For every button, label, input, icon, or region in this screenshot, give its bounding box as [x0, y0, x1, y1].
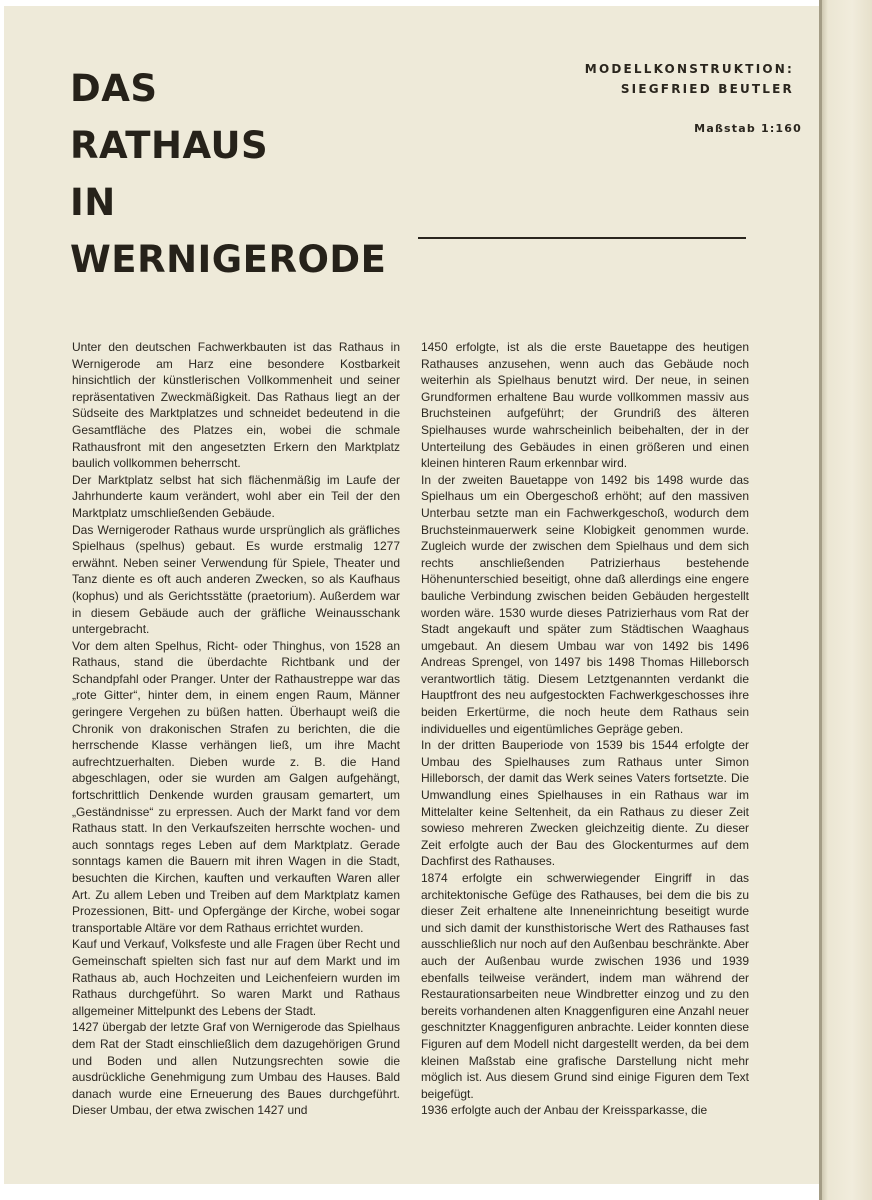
- scale-note: Maßstab 1:160: [694, 122, 802, 135]
- paragraph: Kauf und Verkauf, Volksfeste und alle Fragen über Recht und Gemeinschaft spielten sich fast nur auf dem Markt und im Rathaus ab, auch Hochzeiten und Leichenfeiern wurden im Rathaus durchgeführt. So waren Markt und Rathaus allgemeiner Mittelpunkt des Lebens der Stadt.: [72, 937, 400, 1018]
- paragraph: 1450 erfolgte, ist als die erste Bauetappe des heutigen Rathauses anzusehen, wenn auch das Gebäude noch weiterhin als Spielhaus benutzt wird. Der neue, in seinen Grundformen erhaltene Bau wurde vollkommen massiv aus Bruchsteinen aufgeführt; der Grundriß des älteren Spielhauses wurde wahrscheinlich beibehalten, der in der Unterteilung des Gebäudes in einen größeren und einen kleinen hinteren Raum erkennbar wird.: [421, 340, 749, 471]
- paragraph: 1936 erfolgte auch der Anbau der Kreissparkasse, die: [421, 1103, 708, 1118]
- credit-name: SIEGFRIED BEUTLER: [620, 82, 794, 96]
- paragraph: 1874 erfolgte ein schwerwiegender Eingriff in das architektonische Gefüge des Rathauses, bei dem die bis zu dieser Zeit erhaltene alte Inneneinrichtung beseitigt wurde und sich damit der kunsthistorische Wert des Rathauses fast ausschließlich nur noch auf den Außenbau beschränkte. Aber auch der Außenbau wurde zwischen 1936 und 1939 ebenfalls teilweise verändert, indem man während der Restaurationsarbeiten neue Windbretter einzog und zu den bereits vorhandenen alten Knaggenfiguren eine Anzahl neuer geschnitzter Knaggenfiguren anbrachte. Leider konnten diese Figuren auf dem Modell nicht dargestellt werden, da bei dem kleinen Maßstab eine grafische Darstellung nicht mehr möglich ist. Aus diesem Grund sind einige Figuren dem Text beigefügt.: [421, 871, 749, 1101]
- paragraph: 1427 übergab der letzte Graf von Wernigerode das Spielhaus dem Rat der Stadt einschließlich dem dazugehörigen Grund und Boden und allen Nutzungsrechten sowie die ausdrückliche Genehmigung zum Umbau des Hauses. Bald danach wurde eine Erneuerung des Baues durchgeführt. Dieser Umbau, der etwa zwischen 1427 und: [72, 1020, 400, 1118]
- adjacent-page-edge: [822, 0, 872, 1200]
- title-line: DAS: [70, 67, 158, 110]
- right-text-column: [421, 339, 749, 1119]
- title-line: RATHAUS: [70, 124, 269, 167]
- title-line: IN: [70, 181, 116, 224]
- paragraph: Vor dem alten Spelhus, Richt- oder Thinghus, von 1528 an Rathaus, stand die überdachte Richtbank und der Schandpfahl oder Pranger. Unter der Rathaustreppe war das „rote Gitter“, hinter dem, in einem engen Raum, Männer geringere Vergehen zu büßen hatten. Überhaupt weiß die Chronik von drakonischen Strafen zu berichten, die die herrschende Klasse verhängen ließ, um ihre Macht aufrechtzuerhalten. Dieben wurde z. B. die Hand abgeschlagen, oder sie wurden am Galgen aufgehängt, fortschrittlich Denkende wurden grausam gemartert, um „Geständnisse“ zu erpressen. Auch der Markt fand vor dem Rathaus statt. In den Verkaufszeiten herrschte wochen- und auch sonntags reges Leben auf dem Marktplatz. Gerade sonntags kamen die Bauern mit ihren Wagen in die Stadt, besuchten die Kirchen, kauften und verkauften Waren aller Art. Zu allem Leben und Treiben auf dem Marktplatz kamen Prozessionen, Bitt- und Opfergänge der Kirche, wobei sogar transportable Altäre vor dem Rathaus errichtet wurden.: [72, 638, 400, 935]
- title-line: WERNIGERODE: [70, 238, 387, 281]
- paragraph: In der dritten Bauperiode von 1539 bis 1544 erfolgte der Umbau des Spielhauses zum Rathaus unter Simon Hilleborsch, der damit das Werk seines Vaters fortsetzte. Die Umwandlung eines Spielhauses in ein Rathaus war im Mittelalter keine Seltenheit, da ein Rathaus zu dieser Zeit sowieso mehreren Zwecken gleichzeitig diente. Zu dieser Zeit erfolgte auch der Bau des Glockenturmes auf dem Dachfirst des Rathauses.: [421, 738, 749, 869]
- paragraph: Das Wernigeroder Rathaus wurde ursprünglich als gräfliches Spielhaus (spelhus) gebaut. Es wurde erstmalig 1277 erwähnt. Neben seiner Verwendung für Spiele, Theater und Tanz diente es oft auch anderen Zwecken, so als Kaufhaus (kophus) und als Gerichtsstätte (praetorium). Außerdem war in diesem Gebäude auch der gräfliche Weinausschank untergebracht.: [72, 522, 400, 637]
- title-rule: [418, 237, 746, 239]
- article-title: [70, 60, 386, 288]
- paragraph: In der zweiten Bauetappe von 1492 bis 1498 wurde das Spielhaus um ein Obergeschoß erhöht; auf den massiven Unterbau setzte man ein Fachwerkgeschoß, wodurch dem Bruchsteinmauerwerk seine Klobigkeit genommen wurde. Zugleich wurde der zwischen dem Spielhaus und dem sich rechts anschließenden Patrizierhaus bestehende Höhenunterschied beseitigt, ohne daß allerdings eine engere bauliche Verbindung zwischen beiden Gebäuden hergestellt worden wäre. 1530 wurde dieses Patrizierhaus vom Rat der Stadt angekauft und später zum Städtischen Waaghaus umgebaut. An diesem Umbau war von 1492 bis 1496 Andreas Sprengel, von 1497 bis 1498 Thomas Hilleborsch verantwortlich tätig. Diesem Letztgenannten verdankt die Hauptfront des neu aufgestockten Fachwerkgeschosses ihre beiden Erkertürme, die noch heute dem Rathaus sein individuelles und eigentümliches Gepräge geben.: [421, 472, 749, 736]
- paragraph: Der Marktplatz selbst hat sich flächenmäßig im Laufe der Jahrhunderte kaum verändert, wohl aber ein Teil der den Marktplatz umschließenden Gebäude.: [72, 472, 400, 520]
- credit-label: MODELLKONSTRUKTION:: [584, 62, 794, 76]
- left-text-column: [72, 339, 400, 1119]
- paragraph: Unter den deutschen Fachwerkbauten ist das Rathaus in Wernigerode am Harz eine besondere Kostbarkeit hinsichtlich der künstlerischen Vollkommenheit und seiner repräsentativen Zweckmäßigkeit. Das Rathaus liegt an der Südseite des Marktplatzes und schneidet bedeutend in die Gesamtfläche des Platzes ein, wobei die schmale Rathausfront mit den angesetzten Erkern den Marktplatz baulich vollkommen beherrscht.: [72, 340, 400, 471]
